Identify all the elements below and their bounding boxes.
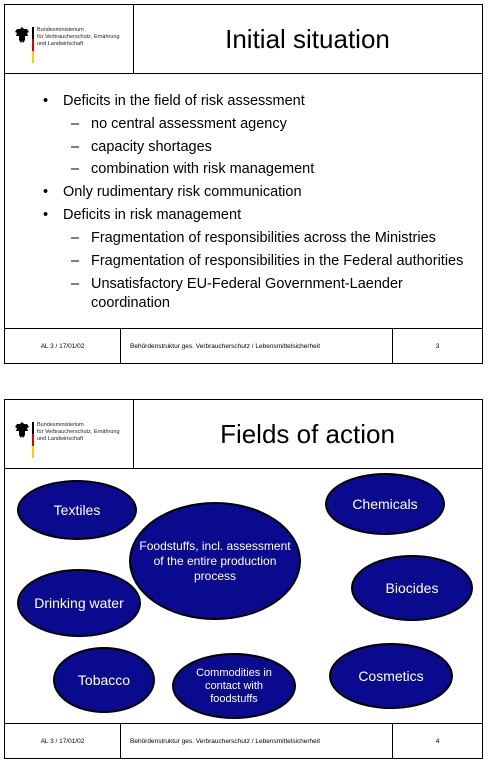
bullet-item: • Deficits in risk management xyxy=(43,204,471,227)
ministry-name: Bundesministerium für Verbraucherschutz, Ernährung und Landwirtschaft xyxy=(37,422,120,442)
sub-bullet-item: – no central assessment agency xyxy=(43,113,471,136)
ministry-logo xyxy=(5,400,134,468)
sub-bullet-item: – Fragmentation of responsibilities across the Ministries xyxy=(43,227,471,250)
sub-bullet-item: – capacity shortages xyxy=(43,136,471,159)
slide-title: Initial situation xyxy=(225,23,390,54)
sub-bullet-item: – Fragmentation of responsibilities in the Federal authorities xyxy=(43,250,471,273)
slide-header xyxy=(5,5,482,74)
field-textiles: Textiles xyxy=(17,480,137,540)
ministry-name: Bundesministerium für Verbraucherschutz, Ernährung und Landwirtschaft xyxy=(37,27,120,47)
field-commodities: Commodities in contact with foodstuffs xyxy=(172,653,296,719)
field-cosmetics: Cosmetics xyxy=(329,643,453,709)
slide-content xyxy=(5,469,482,723)
federal-eagle-icon xyxy=(14,26,30,44)
page-number: 3 xyxy=(435,342,440,350)
footer-code: AL 3 / 17/01/02 xyxy=(5,329,121,363)
field-biocides: Biocides xyxy=(351,555,473,621)
slide-content xyxy=(5,74,482,328)
slide-fields-of-action xyxy=(4,399,483,759)
slide-initial-situation xyxy=(4,4,483,364)
bullet-item: • Only rudimentary risk communication xyxy=(43,181,471,204)
page-number: 4 xyxy=(435,737,440,745)
sub-bullet-item: – combination with risk management xyxy=(43,158,471,181)
field-drinking-water: Drinking water xyxy=(17,569,141,637)
footer-subject: Behördenstruktur ges. Verbraucherschutz / Lebensmittelsicherheit xyxy=(120,329,393,363)
slide-footer xyxy=(5,723,482,758)
sub-bullet-item: – Unsatisfactory EU-Federal Government-Laender coordination xyxy=(43,273,471,315)
ministry-logo xyxy=(5,5,134,73)
footer-subject: Behördenstruktur ges. Verbraucherschutz / Lebensmittelsicherheit xyxy=(120,724,393,758)
field-chemicals: Chemicals xyxy=(325,473,445,535)
slide-footer xyxy=(5,328,482,363)
bullet-item: • Deficits in the field of risk assessment xyxy=(43,90,471,113)
flag-bar xyxy=(32,27,34,63)
footer-code: AL 3 / 17/01/02 xyxy=(5,724,121,758)
bullet-list xyxy=(43,90,471,315)
slide-header xyxy=(5,400,482,469)
field-tobacco: Tobacco xyxy=(53,647,155,713)
federal-eagle-icon xyxy=(14,421,30,439)
flag-bar xyxy=(32,422,34,458)
field-foodstuffs: Foodstuffs, incl. assessment of the entire production process xyxy=(129,502,301,620)
slide-title: Fields of action xyxy=(220,418,395,449)
